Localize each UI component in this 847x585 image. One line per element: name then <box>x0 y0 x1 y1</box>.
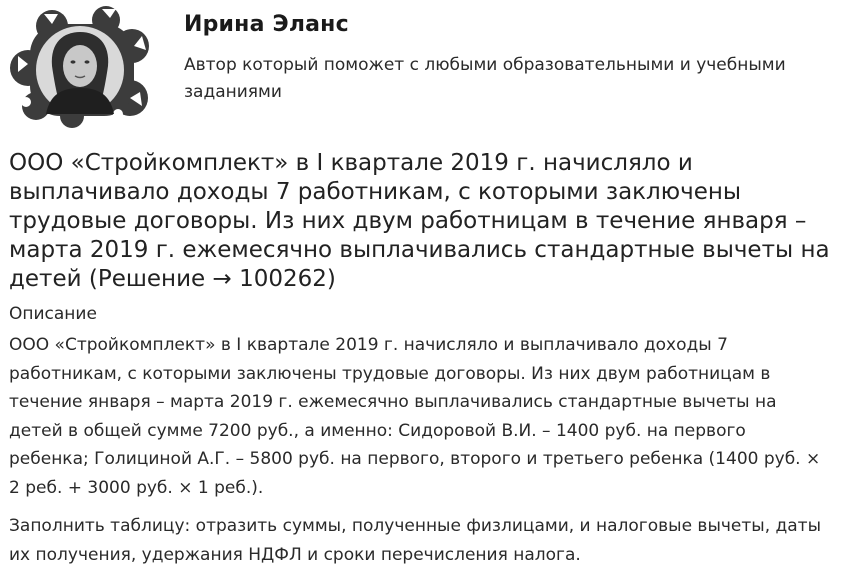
task-text: Заполнить таблицу: отразить суммы, полученные физлицами, и налоговые вычеты, даты их получения, удержания НДФЛ и сроки перечисления налога. <box>9 516 822 565</box>
author-avatar[interactable] <box>6 6 154 128</box>
page-title: ООО «Стройкомплект» в I квартале 2019 г. начисляло и выплачивало доходы 7 работникам, с которыми заключены трудовые договоры. Из них двум работницам в течение января – марта 2019 г. ежемесячно выплачивались стандартные вычеты на детей (Решение → 100262) <box>9 150 830 292</box>
author-description: Автор который поможет с любыми образовательными и учебными заданиями <box>184 55 786 102</box>
avatar-frame-icon <box>6 6 154 128</box>
author-name[interactable]: Ирина Эланс <box>184 12 349 37</box>
description-label: Описание <box>9 304 97 324</box>
description-text: ООО «Стройкомплект» в I квартале 2019 г. начисляло и выплачивало доходы 7 работникам, с которыми заключены трудовые договоры. Из них двум работницам в течение января – марта 2019 г. ежемесячно выплачивались стандартные вычеты на детей в общей сумме 7200 руб., а именно: Сидоровой В.И. – 1400 руб. на первого ребенка; Голициной А.Г. – 5800 руб. на первого, второго и третьего ребенка (1400 руб. × 2 реб. + 3000 руб. × 1 реб.). <box>9 335 821 498</box>
